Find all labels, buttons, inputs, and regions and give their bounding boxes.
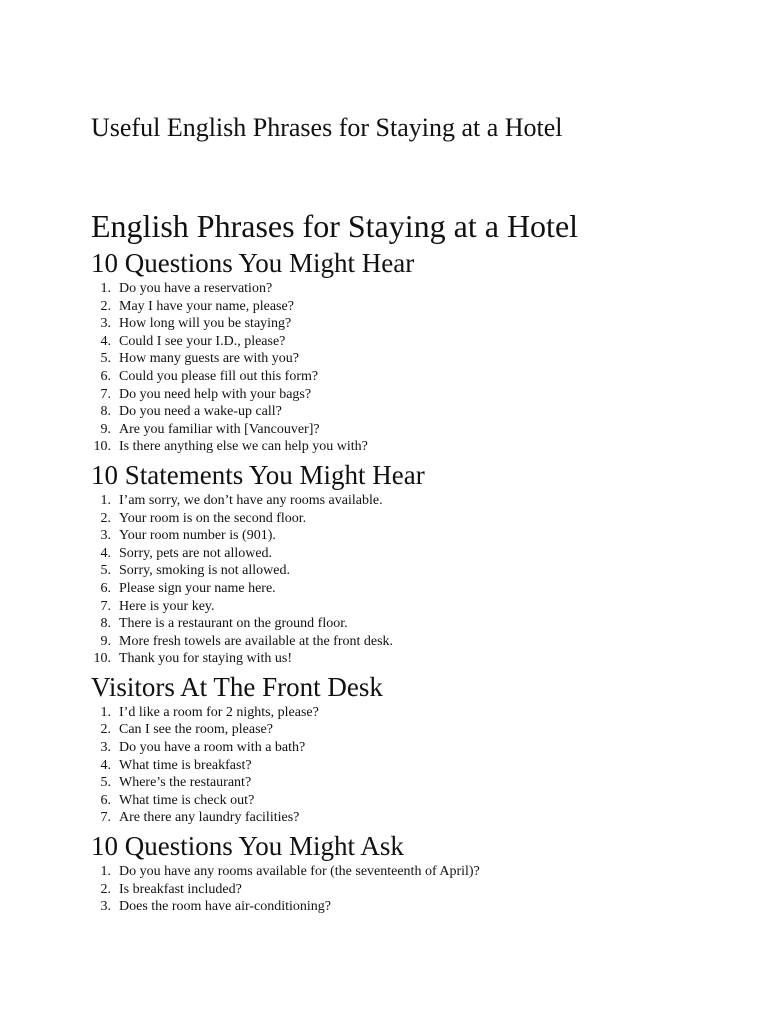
list-item — [91, 386, 731, 404]
list-item-number: 7. — [100, 810, 111, 826]
list-item — [91, 350, 731, 368]
list-item-text: What time is check out? — [119, 792, 255, 808]
list-item — [91, 774, 731, 792]
list-item — [91, 562, 731, 580]
list-item — [91, 580, 731, 598]
phrase-list — [91, 704, 731, 827]
list-item-number: 3. — [100, 740, 111, 756]
main-heading: English Phrases for Staying at a Hotel — [91, 208, 579, 244]
list-item-number: 1. — [100, 281, 111, 296]
list-item-number: 6. — [100, 792, 111, 808]
list-item-number: 2. — [100, 722, 111, 738]
list-item — [91, 368, 731, 386]
list-item — [91, 633, 731, 651]
list-item-text: Do you need help with your bags? — [119, 386, 312, 402]
list-item — [91, 492, 731, 510]
section-heading: 10 Questions You Might Ask — [91, 831, 404, 862]
list-item-number: 4. — [100, 333, 111, 349]
list-item — [91, 510, 731, 528]
document-content — [91, 206, 731, 918]
section-heading: 10 Statements You Might Hear — [91, 459, 425, 490]
list-item — [91, 403, 731, 421]
phrase-list — [91, 863, 731, 916]
list-item-number: 10. — [93, 439, 111, 455]
list-item-text: Can I see the room, please? — [119, 722, 273, 738]
section-heading: Visitors At The Front Desk — [91, 671, 383, 702]
list-item-text: How many guests are with you? — [119, 351, 300, 367]
list-item-text: Do you have any rooms available for (the seventeenth of April)? — [119, 864, 480, 880]
list-item-number: 3. — [100, 528, 111, 544]
list-item-number: 1. — [100, 704, 111, 720]
list-item-number: 2. — [100, 510, 111, 526]
list-item-text: Are you familiar with [Vancouver]? — [119, 421, 320, 437]
list-item — [91, 650, 731, 668]
list-item — [91, 298, 731, 316]
list-item-number: 1. — [100, 492, 111, 508]
list-item — [91, 545, 731, 563]
list-item-number: 6. — [100, 580, 111, 596]
list-item-number: 3. — [100, 316, 111, 332]
list-item-text: Your room is on the second floor. — [119, 510, 307, 526]
list-item-text: Please sign your name here. — [119, 580, 276, 596]
list-item — [91, 898, 731, 916]
list-item-number: 3. — [100, 899, 111, 915]
list-item-text: What time is breakfast? — [119, 757, 252, 773]
list-item-text: Your room number is (901). — [119, 528, 276, 544]
list-item — [91, 792, 731, 810]
list-item — [91, 615, 731, 633]
list-item — [91, 421, 731, 439]
list-item — [91, 739, 731, 757]
list-item — [91, 333, 731, 351]
list-item — [91, 280, 731, 298]
list-item-text: I’am sorry, we don’t have any rooms available. — [119, 492, 383, 508]
list-item-text: Do you need a wake-up call? — [119, 404, 282, 420]
sections-container — [91, 246, 731, 916]
list-item-number: 9. — [100, 421, 111, 437]
phrase-list — [91, 492, 731, 668]
list-item-text: Sorry, smoking is not allowed. — [119, 563, 290, 579]
list-item — [91, 809, 731, 827]
list-item-number: 2. — [100, 298, 111, 314]
list-item-number: 4. — [100, 545, 111, 561]
list-item-text: Do you have a room with a bath? — [119, 740, 306, 756]
list-item — [91, 757, 731, 775]
list-item — [91, 598, 731, 616]
list-item-text: There is a restaurant on the ground floor. — [119, 616, 348, 632]
list-item-number: 7. — [100, 598, 111, 614]
list-item-number: 8. — [100, 404, 111, 420]
list-item-text: I’d like a room for 2 nights, please? — [119, 704, 319, 720]
list-item — [91, 438, 731, 456]
list-item — [91, 315, 731, 333]
list-item-number: 5. — [100, 351, 111, 367]
list-item-text: Is there anything else we can help you with? — [119, 439, 368, 455]
list-item-text: Where’s the restaurant? — [119, 775, 252, 791]
list-item-text: Are there any laundry facilities? — [119, 810, 300, 826]
list-item-number: 10. — [93, 651, 111, 667]
list-item — [91, 704, 731, 722]
list-item-number: 6. — [100, 368, 111, 384]
list-item-text: Here is your key. — [119, 598, 215, 614]
list-item-number: 4. — [100, 757, 111, 773]
list-item-text: How long will you be staying? — [119, 316, 292, 332]
list-item-number: 5. — [100, 563, 111, 579]
list-item — [91, 863, 731, 881]
section-heading: 10 Questions You Might Hear — [91, 248, 415, 278]
list-item-text: Could I see your I.D., please? — [119, 333, 286, 349]
list-item-text: May I have your name, please? — [119, 298, 294, 314]
list-item-number: 8. — [100, 616, 111, 632]
list-item-text: Do you have a reservation? — [119, 281, 273, 296]
list-item-text: Could you please fill out this form? — [119, 368, 319, 384]
list-item-number: 9. — [100, 633, 111, 649]
list-item-text: Thank you for staying with us! — [119, 651, 293, 667]
phrase-list — [91, 280, 731, 456]
list-item-text: Is breakfast included? — [119, 881, 242, 897]
list-item-number: 5. — [100, 775, 111, 791]
list-item — [91, 527, 731, 545]
list-item-text: More fresh towels are available at the front desk. — [119, 633, 394, 649]
list-item-text: Sorry, pets are not allowed. — [119, 545, 273, 561]
list-item-number: 7. — [100, 386, 111, 402]
list-item — [91, 721, 731, 739]
list-item-number: 2. — [100, 881, 111, 897]
list-item — [91, 881, 731, 899]
list-item-text: Does the room have air-conditioning? — [119, 899, 331, 915]
list-item-number: 1. — [100, 864, 111, 880]
document-title: Useful English Phrases for Staying at a Hotel — [91, 113, 563, 142]
